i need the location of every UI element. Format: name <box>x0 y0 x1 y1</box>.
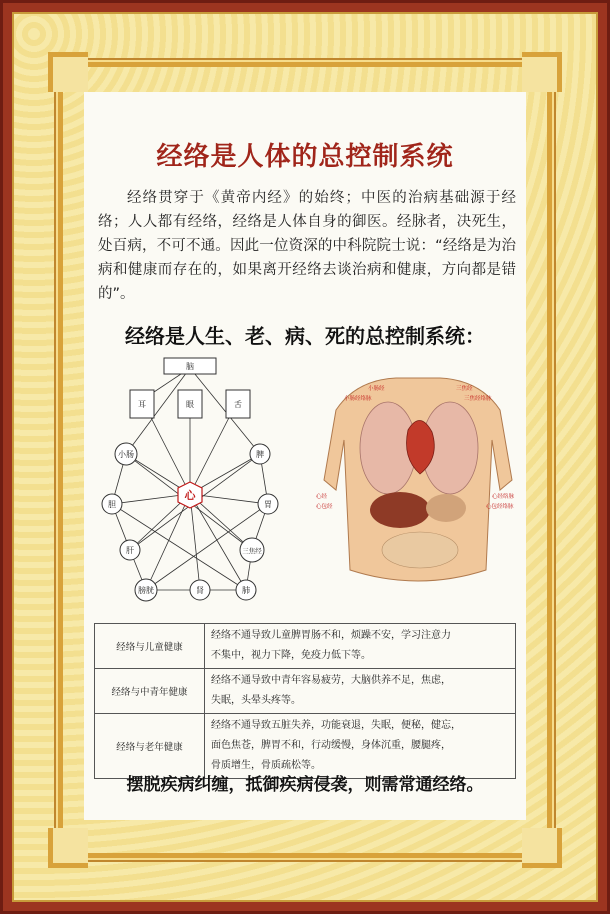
node-tongue-label: 舌 <box>234 400 242 409</box>
node-gallbladder-label: 胆 <box>108 500 116 509</box>
node-bladder-label: 膀胱 <box>138 586 154 595</box>
row-label: 经络与老年健康 <box>95 714 205 779</box>
page-title: 经络是人体的总控制系统 <box>156 142 454 172</box>
node-eye-label: 眼 <box>186 400 194 409</box>
anatomy-label: 心经 <box>316 494 328 500</box>
node-spleen-label: 脾 <box>256 450 264 459</box>
corner-ornament <box>522 52 562 92</box>
node-ear-label: 耳 <box>138 400 146 409</box>
node-triple-burner-label: 三焦经 <box>242 547 262 555</box>
corner-ornament <box>48 52 88 92</box>
node-liver-label: 肝 <box>126 546 134 555</box>
anatomy-illustration <box>316 370 520 592</box>
closing-slogan: 摆脱疾病纠缠，抵御疾病侵袭，则需常通经络。 <box>126 775 484 795</box>
node-heart-label: 心 <box>184 489 196 502</box>
intro-paragraph: 经络贯穿于《黄帝内经》的始终；中医的治病基础源于经络；人人都有经络，经络是人体自身的御医。经脉者，决死生，处百病，不可不通。因此一位资深的中科院院士说：“经络是为治病和健康而存在的，如果离开经络去谈治病和健康，方向都是错的”。 <box>98 190 516 302</box>
anatomy-label: 三焦经 <box>456 386 473 392</box>
meridian-diagram <box>90 354 296 608</box>
corner-ornament <box>48 828 88 868</box>
content-panel <box>84 92 526 820</box>
anatomy-label: 心经络脉 <box>492 494 515 500</box>
node-lung-label: 肺 <box>242 586 250 595</box>
liver-shape <box>370 492 430 528</box>
row-label: 经络与中青年健康 <box>95 669 205 714</box>
table-row <box>95 714 516 779</box>
node-kidney-label: 肾 <box>196 586 204 595</box>
row-label: 经络与儿童健康 <box>95 624 205 669</box>
health-table <box>94 623 516 779</box>
stomach-shape <box>426 494 466 522</box>
anatomy-label: 小肠经 <box>368 386 385 392</box>
anatomy-label: 三焦经络脉 <box>464 396 492 402</box>
node-brain-label: 脑 <box>186 362 194 371</box>
row-content: 经络不通导致五脏失养，功能衰退，失眠，便秘，健忘， 面色焦苍，脾胃不和，行动缓慢，身体沉重，腰腿疼， 骨质增生，骨质疏松等。 <box>205 714 516 779</box>
corner-ornament <box>522 828 562 868</box>
node-small-intestine-label: 小肠 <box>118 450 134 459</box>
intestine-shape <box>382 532 458 568</box>
table-row <box>95 624 516 669</box>
anatomy-label: 心包经 <box>316 504 333 510</box>
section-subtitle: 经络是人生、老、病、死的总控制系统： <box>125 324 485 348</box>
row-content: 经络不通导致中青年容易疲劳，大脑供养不足，焦虑， 失眠，头晕头疼等。 <box>205 669 516 714</box>
table-row <box>95 669 516 714</box>
row-content: 经络不通导致儿童脾胃肠不和，烦躁不安，学习注意力 不集中，视力下降，免疫力低下等。 <box>205 624 516 669</box>
anatomy-label: 小肠经络脉 <box>344 396 372 402</box>
anatomy-label: 心包经络脉 <box>486 504 514 510</box>
node-stomach-label: 胃 <box>264 500 272 509</box>
